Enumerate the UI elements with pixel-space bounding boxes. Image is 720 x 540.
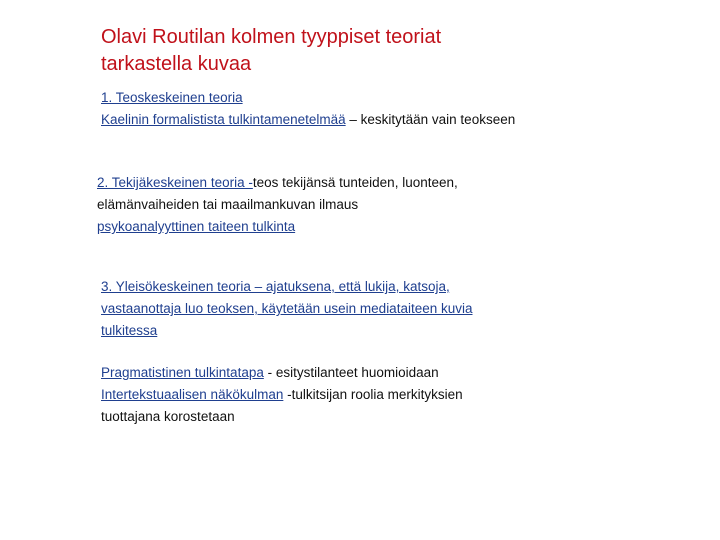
section-1-body-text: – keskitytään vain teokseen	[345, 112, 516, 127]
psychoanalytic-link[interactable]: psykoanalyyttinen taiteen tulkinta	[97, 219, 296, 234]
section-3-link-line-1[interactable]: 3. Yleisökeskeinen teoria – ajatuksena, että lukija, katsoja,	[101, 279, 450, 294]
section-3-link-line-3[interactable]: tulkitessa	[101, 323, 158, 338]
slide-title	[101, 24, 661, 78]
pragmatist-link[interactable]: Pragmatistinen tulkintatapa	[101, 365, 264, 380]
kaelin-formalism-link[interactable]: Kaelinin formalistista tulkintamenetelmää	[101, 112, 346, 127]
section-3-line-2	[101, 298, 473, 320]
slide-title-line-1: Olavi Routilan kolmen tyyppiset teoriat	[101, 26, 442, 48]
section-4-line-1-text: - esitystilanteet huomioidaan	[263, 365, 439, 380]
section-tekijakeskeinen	[97, 172, 458, 238]
section-3-line-1	[101, 276, 473, 298]
section-4-line-2-text: -tulkitsijan roolia merkityksien	[283, 387, 463, 402]
section-2-line-1	[97, 172, 458, 194]
section-1-heading-link[interactable]: 1. Teoskeskeinen teoria	[101, 90, 243, 105]
intertextual-link[interactable]: Intertekstuaalisen näkökulman	[101, 387, 284, 402]
slide-title-line-2: tarkastella kuvaa	[101, 53, 252, 75]
section-4-line-2	[101, 384, 463, 406]
section-2-line-2: elämänvaiheiden tai maailmankuvan ilmaus	[97, 197, 359, 212]
section-teoskeskeinen	[101, 87, 515, 131]
section-2-line-3	[97, 216, 458, 238]
section-1-body-line	[101, 109, 515, 131]
section-2-line-1-text: teos tekijänsä tunteiden, luonteen,	[252, 175, 458, 190]
section-1-heading-line	[101, 87, 515, 109]
section-pragmatistinen	[101, 362, 463, 428]
section-yleisokeskeinen	[101, 276, 473, 342]
section-4-line-1	[101, 362, 463, 384]
section-2-heading-link[interactable]: 2. Tekijäkeskeinen teoria -	[97, 175, 253, 190]
section-4-line-3: tuottajana korostetaan	[101, 409, 235, 424]
section-3-line-3	[101, 320, 473, 342]
section-3-link-line-2[interactable]: vastaanottaja luo teoksen, käytetään usein mediataiteen kuvia	[101, 301, 473, 316]
